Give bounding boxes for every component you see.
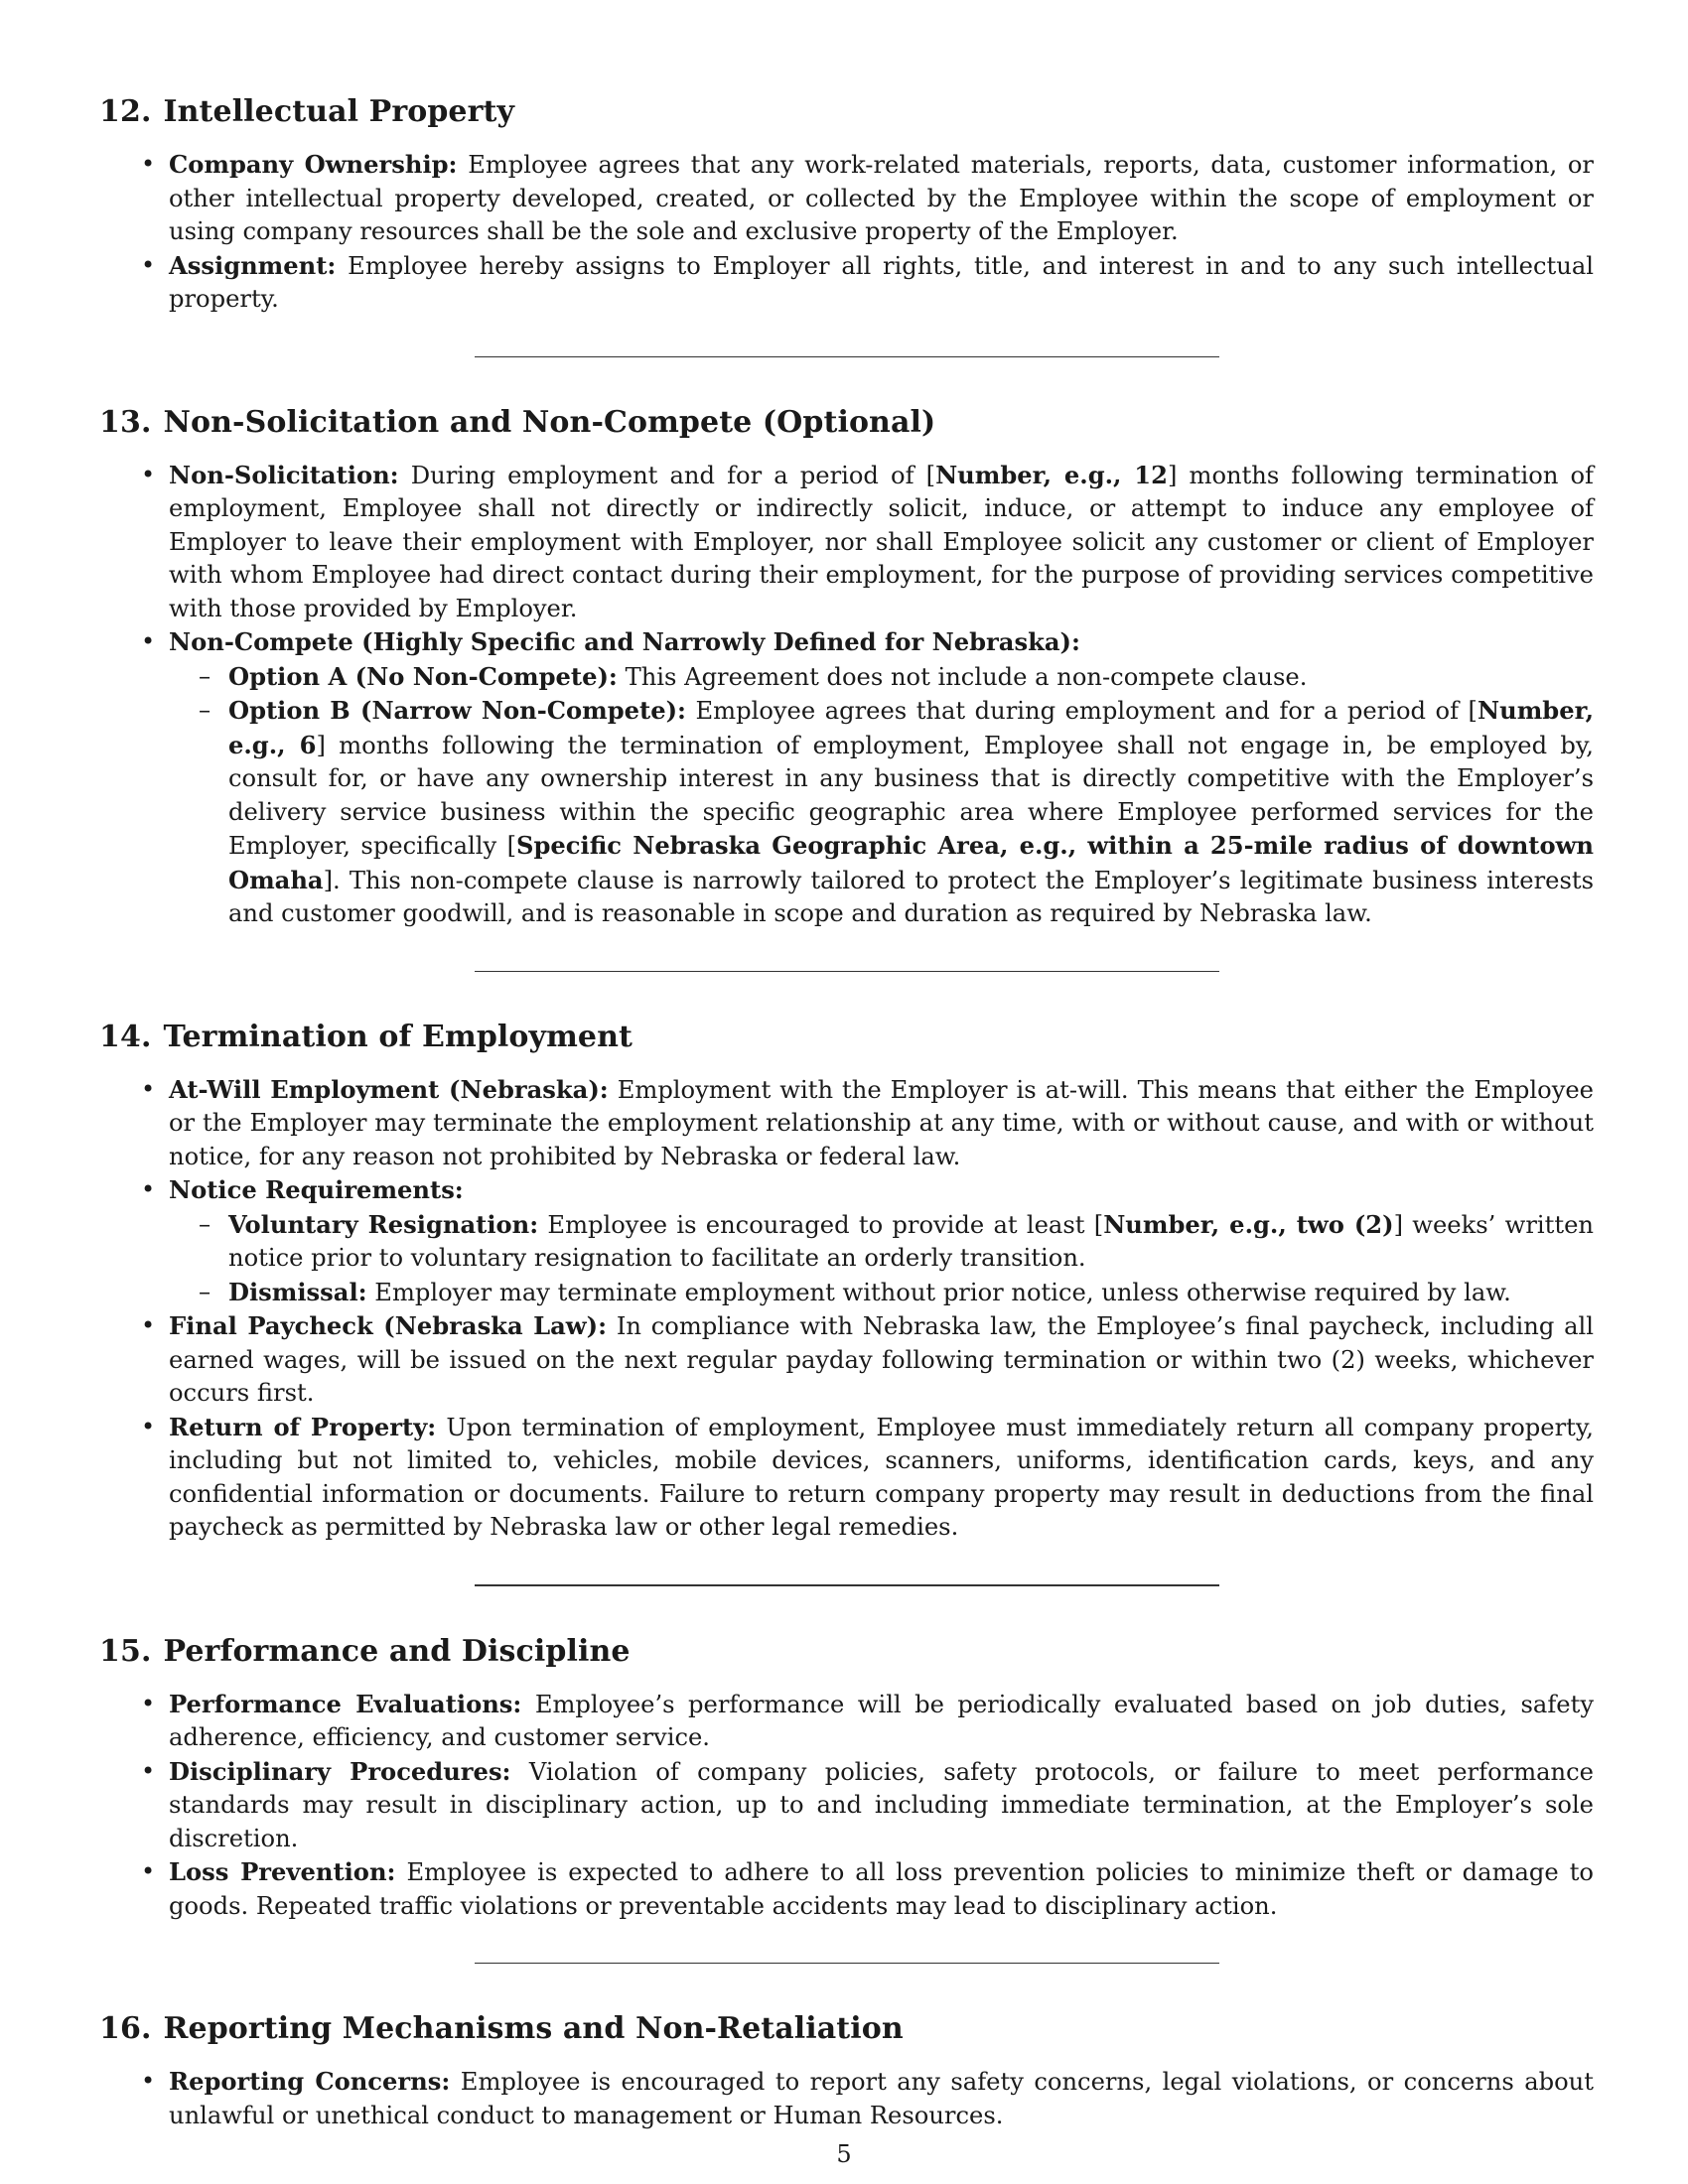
item-label: Non-Solicitation: bbox=[169, 460, 399, 489]
section-title: Non-Solicitation and Non-Compete (Optional) bbox=[163, 404, 936, 440]
section-heading bbox=[99, 2011, 1594, 2047]
item-text: Employee agrees that during employment and for a period of [ bbox=[695, 697, 1477, 725]
sub-item-option-b bbox=[228, 694, 1594, 931]
sub-item-option-a bbox=[228, 660, 1594, 695]
list-item-loss-prevention bbox=[169, 1855, 1594, 1923]
list-item-notice-requirements bbox=[169, 1173, 1594, 1309]
list-item-disciplinary-procedures bbox=[169, 1755, 1594, 1856]
list-item-non-solicitation bbox=[169, 459, 1594, 626]
item-label: Return of Property: bbox=[169, 1412, 437, 1441]
item-text: Employee is encouraged to report any safety concerns, legal violations, or concerns about unlawful or unethical conduct to management or Human Resources. bbox=[169, 2068, 1594, 2129]
section-divider bbox=[475, 1584, 1219, 1586]
item-label: Non-Compete (Highly Specific and Narrowly Defined for Nebraska): bbox=[169, 627, 1080, 656]
sub-item-voluntary-resignation bbox=[228, 1208, 1594, 1276]
item-text: Upon termination of employment, Employee must immediately return all company property, including but not limited to, vehicles, mobile devices, scanners, uniforms, identification cards, keys, and any confidential information or documents. Failure to return company property may result in deductions from the final paycheck as permitted by Nebraska law or other legal remedies. bbox=[169, 1413, 1594, 1541]
section-performance bbox=[99, 1634, 1594, 1924]
list-item-assignment bbox=[169, 249, 1594, 317]
section-termination bbox=[99, 1020, 1594, 1545]
placeholder-text: Specific Nebraska Geographic Area, e.g., within a 25-mile radius of downtown Omaha bbox=[228, 831, 1594, 894]
section-divider bbox=[475, 971, 1219, 972]
list-item-reporting-concerns bbox=[169, 2065, 1594, 2132]
section-divider bbox=[475, 356, 1219, 357]
list-item-performance-evaluations bbox=[169, 1688, 1594, 1755]
bullet-list bbox=[99, 148, 1594, 317]
item-label: Option B (Narrow Non-Compete): bbox=[228, 696, 686, 725]
section-reporting bbox=[99, 2011, 1594, 2132]
section-divider bbox=[475, 1963, 1219, 1964]
section-number: 16. bbox=[99, 2011, 152, 2046]
section-title: Performance and Discipline bbox=[163, 1633, 631, 1669]
section-number: 13. bbox=[99, 404, 152, 440]
item-label: Company Ownership: bbox=[169, 150, 458, 179]
item-label: Performance Evaluations: bbox=[169, 1689, 522, 1718]
section-heading bbox=[99, 1634, 1594, 1670]
sub-list bbox=[169, 1208, 1594, 1310]
sub-list bbox=[169, 660, 1594, 931]
item-label: Option A (No Non-Compete): bbox=[228, 661, 618, 691]
section-number: 12. bbox=[99, 94, 152, 129]
section-title: Intellectual Property bbox=[163, 94, 515, 129]
sub-item-dismissal bbox=[228, 1276, 1594, 1310]
bullet-list bbox=[99, 459, 1594, 931]
item-text: ] months following termination of employment, Employee shall not directly or indirectly solicit, induce, or attempt to induce any employee of Employer to leave their employment with Employer, nor shall Employee solicit any customer or client of Employer with whom Employee had direct contact during their employment, for the purpose of providing services competitive with those provided by Employer. bbox=[169, 461, 1595, 622]
section-number: 15. bbox=[99, 1633, 152, 1669]
item-label: Final Paycheck (Nebraska Law): bbox=[169, 1311, 608, 1340]
item-text: Violation of company policies, safety protocols, or failure to meet performance standards may result in disciplinary action, up to and including immediate termination, at the Employer’s sole discretion. bbox=[169, 1757, 1594, 1852]
item-text: ]. This non-compete clause is narrowly tailored to protect the Employer’s legitimate business interests and customer goodwill, and is reasonable in scope and duration as required by Nebraska law. bbox=[228, 866, 1594, 927]
item-text: Employment with the Employer is at-will. This means that either the Employee or the Employer may terminate the employment relationship at any time, with or without cause, and with or without notice, for any reason not prohibited by Nebraska or federal law. bbox=[169, 1075, 1594, 1170]
item-label: Notice Requirements: bbox=[169, 1175, 464, 1204]
item-label: Assignment: bbox=[169, 250, 337, 280]
item-text: Employee is expected to adhere to all loss prevention policies to minimize theft or damage to goods. Repeated traffic violations or preventable accidents may lead to disciplinary action. bbox=[169, 1858, 1594, 1920]
bullet-list bbox=[99, 1073, 1594, 1545]
placeholder-text: Number, e.g., 12 bbox=[935, 460, 1168, 489]
list-item-final-paycheck bbox=[169, 1309, 1594, 1411]
item-text: This Agreement does not include a non-compete clause. bbox=[625, 662, 1308, 691]
item-text: Employee hereby assigns to Employer all rights, title, and interest in and to any such intellectual property. bbox=[169, 251, 1594, 313]
item-text: ] months following the termination of employment, Employee shall not engage in, be employed by, consult for, or have any ownership interest in any business that is directly competitive with the Employer’s delivery service business within the specific geographic area where Employee performed services for the Employer, specifically [ bbox=[228, 731, 1594, 860]
section-intellectual-property bbox=[99, 94, 1594, 317]
section-non-solicitation bbox=[99, 405, 1594, 931]
item-label: Voluntary Resignation: bbox=[228, 1209, 539, 1239]
section-title: Termination of Employment bbox=[163, 1019, 633, 1054]
section-heading bbox=[99, 94, 1594, 130]
item-text: Employee’s performance will be periodically evaluated based on job duties, safety adherence, efficiency, and customer service. bbox=[169, 1690, 1594, 1751]
bullet-list bbox=[99, 1688, 1594, 1924]
list-item-at-will bbox=[169, 1073, 1594, 1174]
item-text: Employer may terminate employment without prior notice, unless otherwise required by law. bbox=[374, 1278, 1511, 1306]
item-text: In compliance with Nebraska law, the Employee’s final paycheck, including all earned wages, will be issued on the next regular payday following termination or within two (2) weeks, whichever occurs first. bbox=[169, 1312, 1594, 1407]
item-label: Dismissal: bbox=[228, 1277, 367, 1306]
item-label: Disciplinary Procedures: bbox=[169, 1756, 511, 1786]
item-label: At-Will Employment (Nebraska): bbox=[169, 1074, 609, 1104]
section-number: 14. bbox=[99, 1019, 152, 1054]
page-number: 5 bbox=[836, 2140, 852, 2168]
section-title: Reporting Mechanisms and Non-Retaliation bbox=[163, 2011, 904, 2046]
list-item-return-of-property bbox=[169, 1411, 1594, 1545]
placeholder-text: Number, e.g., 6 bbox=[228, 696, 1594, 759]
section-heading bbox=[99, 1020, 1594, 1055]
item-label: Loss Prevention: bbox=[169, 1857, 396, 1886]
bullet-list bbox=[99, 2065, 1594, 2132]
placeholder-text: Number, e.g., two (2) bbox=[1103, 1209, 1394, 1239]
section-heading bbox=[99, 405, 1594, 441]
item-text: During employment and for a period of [ bbox=[410, 461, 936, 489]
item-text: ] weeks’ written notice prior to voluntary resignation to facilitate an orderly transition. bbox=[228, 1210, 1594, 1272]
item-text: Employee agrees that any work-related materials, reports, data, customer information, or other intellectual property developed, created, or collected by the Employee within the scope of employment or using company resources shall be the sole and exclusive property of the Employer. bbox=[169, 151, 1594, 245]
list-item-non-compete bbox=[169, 625, 1594, 931]
list-item-company-ownership bbox=[169, 148, 1594, 249]
item-text: Employee is encouraged to provide at least [ bbox=[547, 1210, 1104, 1239]
document-body bbox=[99, 94, 1594, 2132]
item-label: Reporting Concerns: bbox=[169, 2067, 451, 2096]
